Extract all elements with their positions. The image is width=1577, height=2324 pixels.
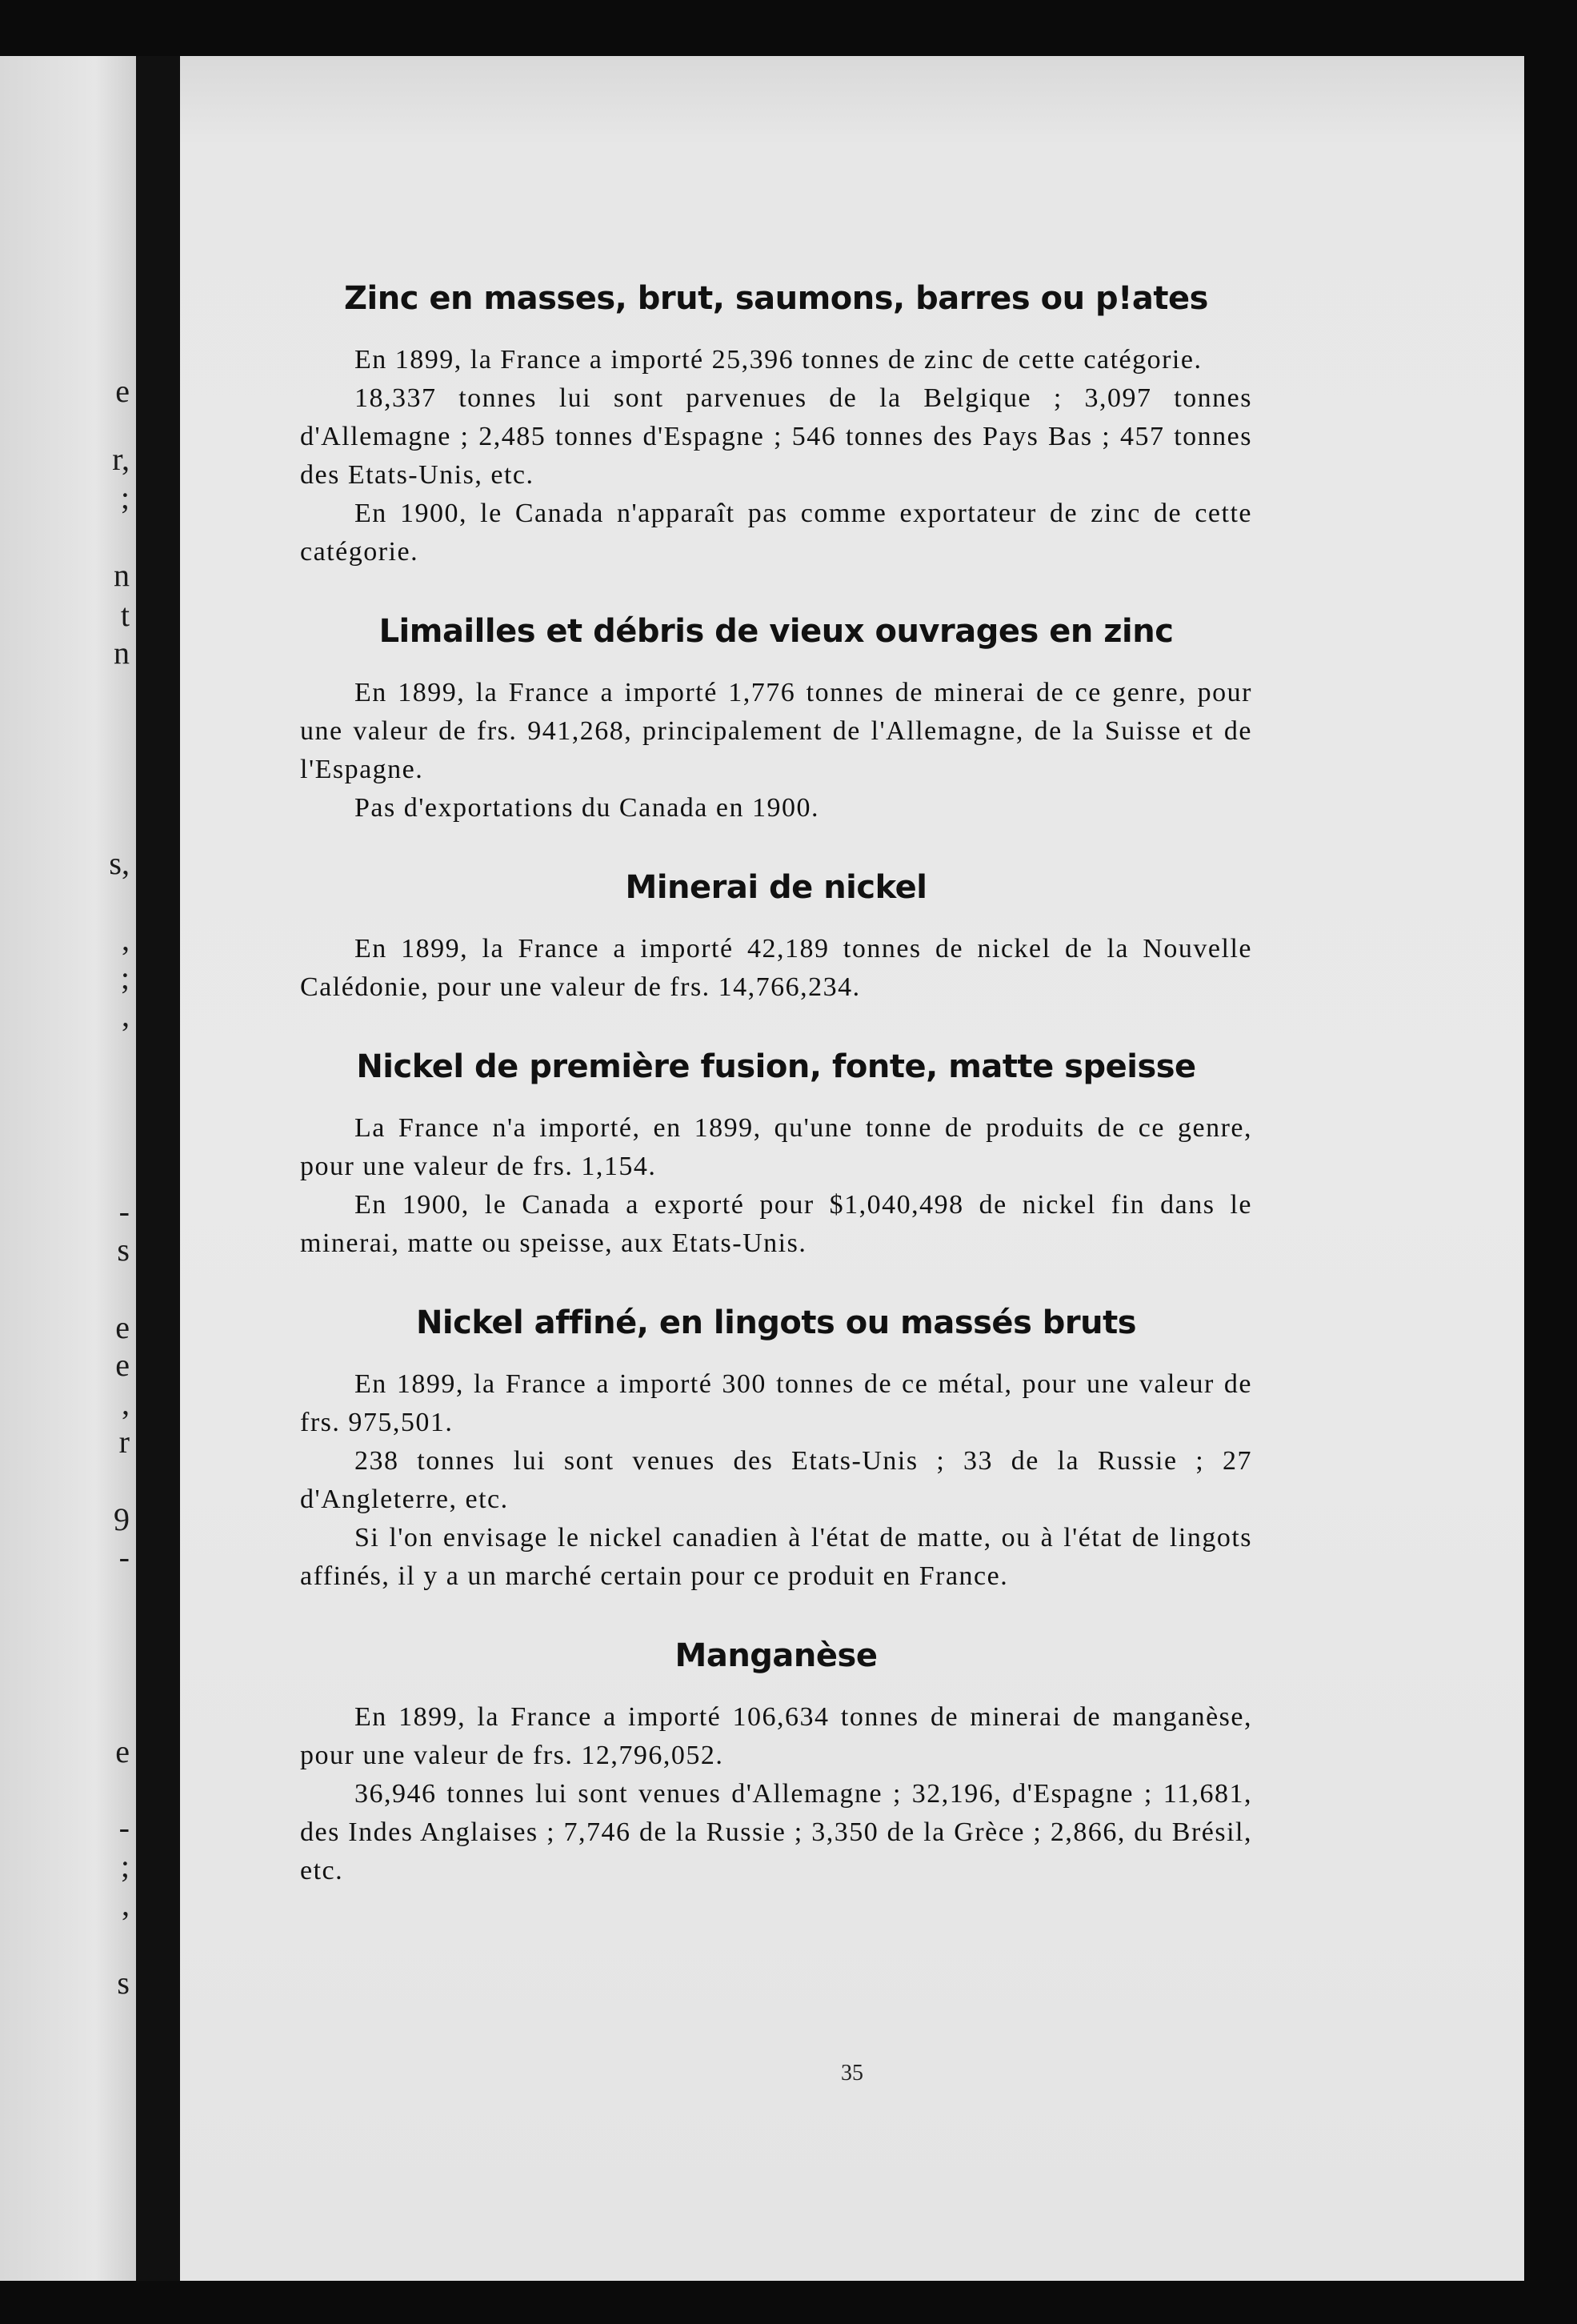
section-manganese xyxy=(300,1637,1252,1890)
section-zinc-masses xyxy=(300,280,1252,571)
left-fragment: , xyxy=(122,997,130,1033)
section-heading: Minerai de nickel xyxy=(625,869,927,906)
left-fragment: ; xyxy=(120,479,130,515)
paragraph: 36,946 tonnes lui sont venues d'Allemagne ; 32,196, d'Espagne ; 11,681, des Indes Anglaises ; 7,746 de la Russie ; 3,350 de la Grèce ; 2,866, du Brésil, etc. xyxy=(300,1779,1252,1885)
paragraph: Si l'on envisage le nickel canadien à l'état de matte, ou à l'état de lingots affinés, il y a un marché certain pour ce produit en France. xyxy=(300,1523,1252,1591)
paragraph: 238 tonnes lui sont venues des Etats-Unis ; 33 de la Russie ; 27 d'Angleterre, etc. xyxy=(300,1446,1252,1514)
left-page-margin xyxy=(0,56,136,2281)
left-fragment: e xyxy=(115,1347,130,1383)
section-nickel-refined xyxy=(300,1304,1252,1596)
section-heading: Nickel de première fusion, fonte, matte speisse xyxy=(356,1048,1196,1085)
left-fragment: - xyxy=(118,1809,130,1845)
paragraph: En 1900, le Canada n'apparaît pas comme exportateur de zinc de cette catégorie. xyxy=(300,499,1252,567)
left-fragment: ; xyxy=(120,1848,130,1884)
paragraph: Pas d'exportations du Canada en 1900. xyxy=(354,793,819,823)
left-fragment: ; xyxy=(120,960,130,996)
left-fragment: s, xyxy=(109,845,130,881)
paragraph: En 1899, la France a importé 1,776 tonnes de minerai de ce genre, pour une valeur de frs. 941,268, principalement de l'Allemagne, de la Suisse et de l'Espagne. xyxy=(300,678,1252,784)
left-fragment: e xyxy=(115,1733,130,1769)
section-heading: Nickel affiné, en lingots ou massés bruts xyxy=(415,1304,1137,1341)
left-fragment: - xyxy=(118,1193,130,1229)
document-page xyxy=(180,56,1524,2281)
paragraph: En 1900, le Canada a exporté pour $1,040,498 de nickel fin dans le minerai, matte ou speisse, aux Etats-Unis. xyxy=(300,1190,1252,1258)
section-heading: Zinc en masses, brut, saumons, barres ou p!ates xyxy=(344,280,1208,317)
left-fragment: , xyxy=(122,921,130,957)
left-fragment: , xyxy=(122,1886,130,1922)
paragraph: La France n'a importé, en 1899, qu'une tonne de produits de ce genre, pour une valeur de frs. 1,154. xyxy=(300,1113,1252,1181)
page-content xyxy=(300,280,1252,1932)
section-nickel-first-fusion xyxy=(300,1048,1252,1263)
paragraph: En 1899, la France a importé 106,634 tonnes de minerai de manganèse, pour une valeur de frs. 12,796,052. xyxy=(300,1702,1252,1770)
left-fragment: e xyxy=(115,373,130,409)
left-fragment: - xyxy=(118,1539,130,1575)
left-fragment: e xyxy=(115,1309,130,1345)
paragraph: 18,337 tonnes lui sont parvenues de la Belgique ; 3,097 tonnes d'Allemagne ; 2,485 tonnes d'Espagne ; 546 tonnes des Pays Bas ; 457 tonnes des Etats-Unis, etc. xyxy=(300,383,1252,490)
paragraph: En 1899, la France a importé 25,396 tonnes de zinc de cette catégorie. xyxy=(354,345,1203,375)
section-zinc-scraps xyxy=(300,613,1252,827)
left-fragment: t xyxy=(120,597,130,633)
left-fragment: r xyxy=(118,1424,130,1460)
book-gutter xyxy=(136,56,180,2281)
paragraph: En 1899, la France a importé 300 tonnes de ce métal, pour une valeur de frs. 975,501. xyxy=(300,1369,1252,1437)
left-fragment: r, xyxy=(112,441,130,477)
section-nickel-ore xyxy=(300,869,1252,1007)
paragraph: En 1899, la France a importé 42,189 tonnes de nickel de la Nouvelle Calédonie, pour une valeur de frs. 14,766,234. xyxy=(300,934,1252,1002)
section-heading: Limailles et débris de vieux ouvrages en zinc xyxy=(378,613,1174,650)
left-fragment: , xyxy=(122,1385,130,1421)
left-fragment: n xyxy=(114,557,130,593)
left-fragment: 9 xyxy=(114,1501,130,1537)
page-number: 35 xyxy=(841,2061,863,2086)
left-fragment: s xyxy=(117,1965,130,2001)
section-heading: Manganèse xyxy=(674,1637,878,1674)
left-fragment: s xyxy=(117,1232,130,1268)
left-fragment: n xyxy=(114,635,130,671)
